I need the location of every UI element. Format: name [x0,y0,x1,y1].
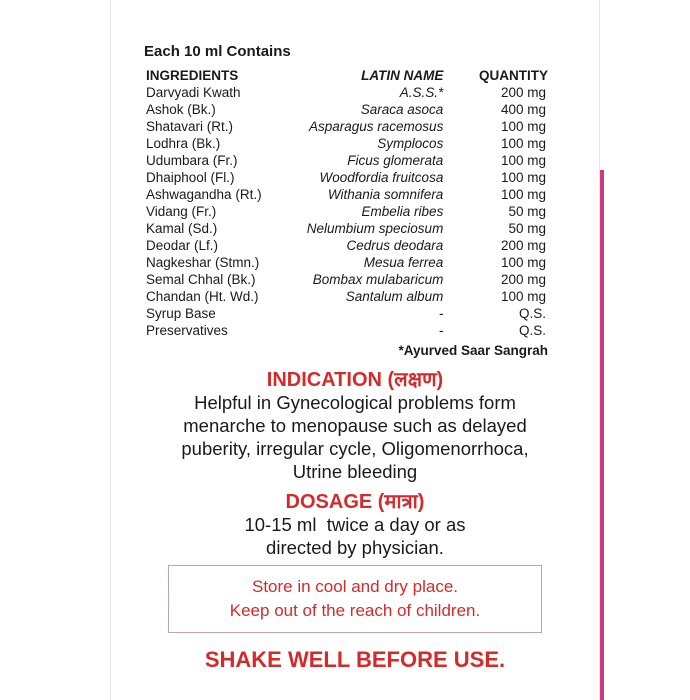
storage-line: Keep out of the reach of children. [229,601,481,620]
indication-line: puberity, irregular cycle, Oligomenorrhoca, [181,438,529,459]
latin-cell: A.S.S.* [399,85,444,100]
footnote: *Ayurved Saar Sangrah [398,343,548,358]
ingredient-cell: Dhaiphool (Fl.) [146,170,235,185]
ingredient-cell: Ashwagandha (Rt.) [146,187,262,202]
quantity-cell: 200 mg [500,85,546,100]
quantity-cell: 100 mg [500,119,546,134]
table-row [146,169,548,186]
table-row [146,322,548,339]
contains-title: Each 10 ml Contains [144,43,291,60]
table-row [146,118,548,135]
table-row [146,135,548,152]
latin-cell: Saraca asoca [360,102,444,117]
table-row [146,220,548,237]
ingredient-cell: Nagkeshar (Stmn.) [146,255,260,270]
quantity-cell: 100 mg [500,153,546,168]
table-row [146,288,548,305]
quantity-cell: 100 mg [500,187,546,202]
latin-cell: Asparagus racemosus [309,119,444,134]
ingredient-cell: Preservatives [146,323,228,338]
quantity-cell: Q.S. [518,306,546,321]
quantity-cell: 50 mg [508,204,546,219]
indication-line: Helpful in Gynecological problems form [194,392,516,413]
dosage-heading: DOSAGE (मात्रा) [285,491,425,513]
indication-heading: INDICATION (लक्षण) [266,369,444,391]
ingredients-table [146,66,548,339]
dosage-line: directed by physician. [266,537,444,558]
table-row [146,101,548,118]
latin-cell: Ficus glomerata [347,153,444,168]
ingredient-cell: Kamal (Sd.) [146,221,218,236]
header-latin-name: LATIN NAME [361,67,444,83]
quantity-cell: 100 mg [500,255,546,270]
ingredient-cell: Ashok (Bk.) [146,102,216,117]
table-row [146,305,548,322]
latin-cell: Symplocos [377,136,444,151]
table-row [146,271,548,288]
side-stripe [600,170,604,700]
table-row [146,186,548,203]
dosage-line: 10-15 ml twice a day or as [244,514,466,535]
latin-cell: Mesua ferrea [363,255,444,270]
table-row [146,152,548,169]
table-row [146,237,548,254]
header-ingredients: INGREDIENTS [146,67,239,83]
ingredient-cell: Deodar (Lf.) [146,238,219,253]
indication-text [130,391,580,483]
latin-cell: - [438,323,444,338]
quantity-cell: 100 mg [500,170,546,185]
quantity-cell: Q.S. [518,323,546,338]
ingredient-cell: Udumbara (Fr.) [146,153,238,168]
ingredient-cell: Semal Chhal (Bk.) [146,272,256,287]
quantity-cell: 400 mg [500,102,546,117]
latin-cell: Embelia ribes [361,204,444,219]
indication-line: Utrine bleeding [292,461,418,482]
latin-cell: Bombax mulabaricum [312,272,444,287]
quantity-cell: 200 mg [500,272,546,287]
indication-line: menarche to menopause such as delayed [183,415,527,436]
storage-box [168,565,542,633]
latin-cell: Nelumbium speciosum [306,221,444,236]
table-row [146,84,548,101]
quantity-cell: 200 mg [500,238,546,253]
ingredient-cell: Chandan (Ht. Wd.) [146,289,259,304]
dosage-text [130,513,580,559]
latin-cell: Cedrus deodara [346,238,444,253]
latin-cell: Woodfordia fruitcosa [319,170,444,185]
quantity-cell: 100 mg [500,289,546,304]
ingredient-cell: Shatavari (Rt.) [146,119,234,134]
latin-cell: - [438,306,444,321]
latin-cell: Santalum album [345,289,444,304]
shake-warning: SHAKE WELL BEFORE USE. [204,647,506,672]
table-row [146,203,548,220]
ingredient-cell: Vidang (Fr.) [146,204,217,219]
ingredient-cell: Syrup Base [146,306,216,321]
latin-cell: Withania somnifera [327,187,444,202]
quantity-cell: 100 mg [500,136,546,151]
storage-line: Store in cool and dry place. [251,577,458,596]
ingredient-cell: Darvyadi Kwath [146,85,241,100]
header-quantity: QUANTITY [479,67,548,83]
ingredient-cell: Lodhra (Bk.) [146,136,221,151]
table-header-row [146,66,548,84]
quantity-cell: 50 mg [508,221,546,236]
table-row [146,254,548,271]
